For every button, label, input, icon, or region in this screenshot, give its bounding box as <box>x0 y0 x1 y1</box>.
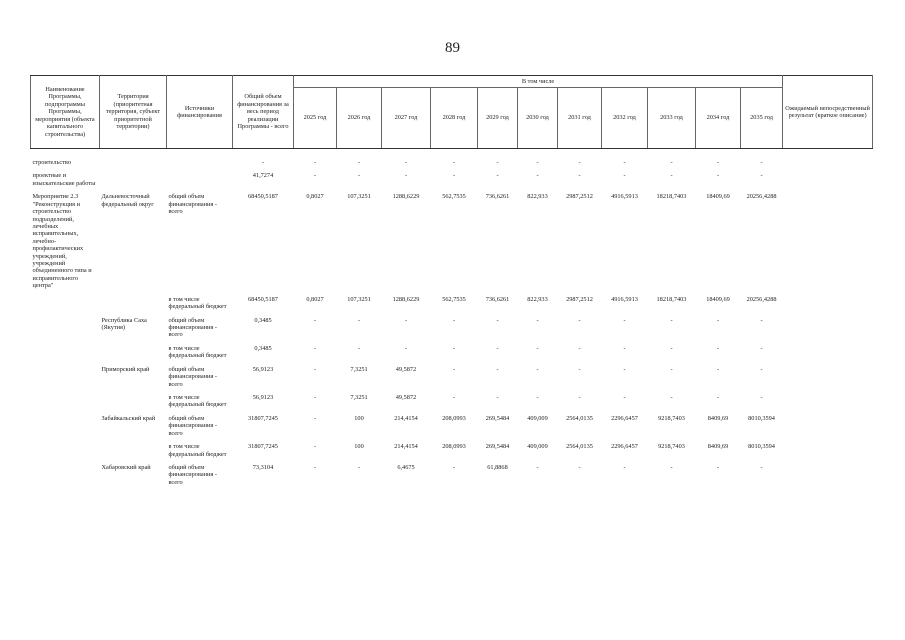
cell-year-value: - <box>623 316 626 324</box>
header-territory: Территория (приоритетная территория, субъект приоритетной территории) <box>100 76 167 149</box>
cell-year-value: 9218,7403 <box>658 443 685 451</box>
cell-year-value: 1288,6229 <box>392 295 420 303</box>
cell-year-value: - <box>623 365 626 373</box>
cell-year-value: - <box>760 316 763 324</box>
cell-result <box>783 296 873 317</box>
header-total: Общий объем финансирования за весь период реализации Программы - всего <box>233 76 294 149</box>
header-year: 2033 год <box>648 88 696 149</box>
cell-year-value: - <box>313 365 317 373</box>
cell-total: 31807,7245 <box>248 414 278 422</box>
cell-year-value: - <box>496 365 499 373</box>
cell-year-value: - <box>536 316 539 324</box>
cell-total: - <box>261 159 265 166</box>
cell-name <box>31 443 100 464</box>
cell-year-value: - <box>452 316 456 324</box>
cell-year-value: 20256,4288 <box>746 295 777 303</box>
cell-year-value: 100 <box>354 443 364 451</box>
cell-result <box>783 464 873 492</box>
cell-year-value: - <box>760 344 763 352</box>
cell-year-value: 562,7535 <box>442 193 466 201</box>
cell-total: 0,3485 <box>254 316 272 324</box>
cell-year-value: - <box>760 365 763 373</box>
header-year: 2029 год <box>478 88 518 149</box>
cell-year-value: - <box>578 344 581 352</box>
header-year: 2032 год <box>602 88 648 149</box>
cell-year-value: - <box>404 159 408 166</box>
cell-year-value: 2564,0135 <box>566 443 593 451</box>
cell-year-value: 49,5872 <box>395 393 417 401</box>
cell-year-value: - <box>716 159 720 166</box>
cell-year-value: - <box>496 344 499 352</box>
cell-year-value: 0,8027 <box>306 193 324 201</box>
cell-name <box>31 415 100 443</box>
cell-name <box>31 317 100 345</box>
cell-year-value: - <box>404 344 408 352</box>
cell-year-value: 8010,3594 <box>748 443 775 451</box>
cell-year-value: - <box>313 393 317 401</box>
cell-year-value: - <box>496 172 499 180</box>
cell-year-value: - <box>536 393 539 401</box>
table-row <box>31 415 873 443</box>
cell-territory: Республика Саха (Якутия) <box>101 316 147 332</box>
cell-result <box>783 172 873 193</box>
cell-year-value: - <box>670 365 673 373</box>
cell-source: общий объем финансирования - всего <box>168 193 217 216</box>
header-year: 2028 год <box>431 88 478 149</box>
header-year: 2030 год <box>518 88 558 149</box>
cell-result <box>783 317 873 345</box>
cell-name: Мероприятие 2.3 "Реконструкция и строительство подразделений, лечебных исправительных, лечебно-профилактических учреждений, учреждений объединенного типа и исправительного центра" <box>32 193 92 290</box>
cell-total: 68450,5187 <box>248 295 278 303</box>
cell-name <box>31 345 100 366</box>
cell-source: в том числе федеральный бюджет <box>168 443 227 458</box>
cell-year-value: - <box>716 172 720 180</box>
cell-year-value: 20256,4288 <box>746 193 777 201</box>
cell-source: в том числе федеральный бюджет <box>168 393 227 409</box>
cell-year-value: 736,6261 <box>485 193 510 201</box>
cell-year-value: - <box>670 316 673 324</box>
cell-year-value: - <box>496 393 499 401</box>
cell-result <box>783 193 873 295</box>
cell-year-value: 1288,6229 <box>392 193 420 201</box>
cell-total: 56,9123 <box>252 365 274 373</box>
cell-year-value: - <box>670 172 673 180</box>
cell-year-value: - <box>760 393 763 401</box>
cell-territory <box>100 345 167 366</box>
cell-year-value: - <box>452 463 456 471</box>
cell-year-value: 822,933 <box>527 193 548 201</box>
cell-year-value: - <box>357 159 361 166</box>
cell-name <box>31 296 100 317</box>
cell-year-value: - <box>716 393 720 401</box>
cell-year-value: - <box>578 172 581 180</box>
cell-result <box>783 443 873 464</box>
header-year: 2025 год <box>294 88 337 149</box>
table-row <box>31 193 873 295</box>
cell-year-value: - <box>623 463 626 471</box>
cell-year-value: 822,933 <box>527 295 548 303</box>
cell-year-value: 4916,5913 <box>611 295 638 303</box>
cell-total: 31807,7245 <box>248 443 278 451</box>
cell-year-value: 208,0993 <box>442 414 466 422</box>
cell-year-value: 736,6261 <box>485 295 510 303</box>
cell-territory: Приморский край <box>101 365 150 373</box>
header-year: 2027 год <box>382 88 431 149</box>
header-year: 2035 год <box>741 88 783 149</box>
cell-year-value: - <box>670 344 673 352</box>
cell-total: 56,9123 <box>252 393 274 401</box>
cell-year-value: - <box>452 365 456 373</box>
cell-name <box>31 366 100 394</box>
cell-year-value: - <box>536 463 539 471</box>
cell-year-value: 208,0993 <box>442 443 466 451</box>
cell-source: общий объем финансирования - всего <box>168 414 217 437</box>
table-row <box>31 172 873 193</box>
header-result: Ожидаемый непосредственный результат (краткое описание) <box>783 76 873 149</box>
cell-result <box>783 415 873 443</box>
cell-source: общий объем финансирования - всего <box>168 316 217 339</box>
cell-territory <box>100 394 167 415</box>
table-row <box>31 394 873 415</box>
cell-year-value: - <box>578 393 581 401</box>
cell-year-value: - <box>716 463 720 471</box>
cell-year-value: - <box>313 159 317 166</box>
header-source: Источники финансирования <box>167 76 233 149</box>
cell-territory <box>100 296 167 317</box>
cell-year-value: 269,5484 <box>485 443 510 451</box>
table-row <box>31 296 873 317</box>
cell-total: 73,3104 <box>252 463 274 471</box>
financing-table-container <box>30 75 872 492</box>
cell-year-value: 2296,6457 <box>611 414 638 422</box>
cell-year-value: - <box>452 159 456 166</box>
cell-year-value: - <box>760 159 763 166</box>
cell-year-value: - <box>578 316 581 324</box>
header-group: В том числе <box>294 76 783 88</box>
header-year: 2034 год <box>696 88 741 149</box>
cell-year-value: 8409,69 <box>707 414 729 422</box>
cell-year-value: 61,8868 <box>487 463 508 471</box>
cell-year-value: - <box>623 393 626 401</box>
cell-territory: Хабаровский край <box>101 463 151 471</box>
cell-year-value: 18218,7403 <box>656 295 687 303</box>
cell-year-value: - <box>404 172 408 180</box>
cell-year-value: - <box>716 365 720 373</box>
cell-year-value: 4916,5913 <box>611 193 638 201</box>
cell-year-value: - <box>357 316 361 324</box>
cell-year-value: - <box>313 172 317 180</box>
cell-year-value: - <box>670 463 673 471</box>
cell-year-value: - <box>313 443 317 451</box>
cell-name: строительство <box>32 159 71 166</box>
cell-territory <box>100 443 167 464</box>
cell-year-value: - <box>670 159 673 166</box>
cell-year-value: - <box>578 159 581 166</box>
table-row <box>31 149 873 173</box>
cell-name: проектные и изыскательские работы <box>32 172 96 187</box>
cell-year-value: 0,8027 <box>306 295 324 303</box>
cell-source <box>167 172 233 193</box>
cell-name <box>31 394 100 415</box>
cell-name <box>31 464 100 492</box>
cell-year-value: - <box>313 414 317 422</box>
cell-year-value: - <box>760 463 763 471</box>
cell-year-value: - <box>313 463 317 471</box>
cell-year-value: - <box>670 393 673 401</box>
cell-year-value: - <box>496 159 499 166</box>
cell-year-value: 18409,69 <box>706 193 730 201</box>
cell-result <box>783 345 873 366</box>
cell-year-value: - <box>716 316 720 324</box>
header-name: Наименование Программы, подпрограммы Программы, мероприятия (объекта капитального строительства) <box>31 76 100 149</box>
cell-year-value: - <box>452 172 456 180</box>
cell-territory: Дальневосточный федеральный округ <box>101 193 154 208</box>
cell-year-value: 2987,2512 <box>566 295 593 303</box>
cell-year-value: - <box>760 172 763 180</box>
cell-result <box>783 149 873 173</box>
cell-year-value: - <box>313 316 317 324</box>
cell-total: 68450,5187 <box>248 193 278 201</box>
financing-table <box>30 75 873 492</box>
table-row <box>31 464 873 492</box>
cell-year-value: - <box>357 463 361 471</box>
header-year: 2031 год <box>558 88 602 149</box>
cell-year-value: - <box>452 344 456 352</box>
cell-year-value: 18409,69 <box>706 295 730 303</box>
cell-year-value: - <box>623 344 626 352</box>
cell-year-value: 9218,7403 <box>658 414 685 422</box>
cell-year-value: 7,3251 <box>350 365 368 373</box>
cell-source: общий объем финансирования - всего <box>168 463 217 486</box>
cell-territory <box>100 149 167 173</box>
cell-year-value: 2987,2512 <box>566 193 593 201</box>
cell-year-value: - <box>357 172 361 180</box>
cell-year-value: - <box>536 365 539 373</box>
cell-year-value: - <box>536 344 539 352</box>
header-year: 2026 год <box>337 88 382 149</box>
table-row <box>31 345 873 366</box>
cell-year-value: - <box>578 365 581 373</box>
cell-year-value: 8409,69 <box>707 443 729 451</box>
cell-year-value: - <box>496 316 499 324</box>
cell-year-value: - <box>357 344 361 352</box>
cell-year-value: 8010,3594 <box>748 414 775 422</box>
cell-year-value: 2564,0135 <box>566 414 593 422</box>
cell-year-value: 2296,6457 <box>611 443 638 451</box>
cell-year-value: 107,3251 <box>347 193 371 201</box>
cell-total: 0,3485 <box>254 344 272 352</box>
cell-year-value: 7,3251 <box>350 393 368 401</box>
cell-year-value: - <box>623 172 626 180</box>
cell-result <box>783 394 873 415</box>
table-body <box>31 149 873 493</box>
cell-year-value: - <box>623 159 626 166</box>
cell-year-value: - <box>452 393 456 401</box>
cell-year-value: 409,009 <box>527 443 548 451</box>
cell-source: в том числе федеральный бюджет <box>168 344 227 360</box>
table-row <box>31 443 873 464</box>
cell-year-value: 49,5872 <box>395 365 417 373</box>
cell-source: общий объем финансирования - всего <box>168 365 217 388</box>
cell-year-value: - <box>404 316 408 324</box>
cell-source: в том числе федеральный бюджет <box>168 295 227 311</box>
cell-year-value: - <box>536 159 539 166</box>
cell-year-value: 107,3251 <box>347 295 371 303</box>
page-number: 89 <box>445 40 460 56</box>
cell-year-value: 214,4154 <box>394 414 418 422</box>
cell-year-value: - <box>578 463 581 471</box>
table-row <box>31 317 873 345</box>
cell-year-value: 6,4675 <box>397 463 415 471</box>
cell-result <box>783 366 873 394</box>
cell-year-value: - <box>313 344 317 352</box>
cell-total: 41,7274 <box>252 172 274 180</box>
cell-year-value: 18218,7403 <box>656 193 687 201</box>
cell-year-value: - <box>716 344 720 352</box>
cell-source <box>167 149 233 173</box>
cell-territory: Забайкальский край <box>101 414 156 422</box>
cell-year-value: 562,7535 <box>442 295 466 303</box>
cell-territory <box>100 172 167 193</box>
cell-year-value: 269,5484 <box>485 414 510 422</box>
cell-year-value: 409,009 <box>527 414 548 422</box>
cell-year-value: - <box>536 172 539 180</box>
cell-year-value: 100 <box>354 414 364 422</box>
cell-year-value: 214,4154 <box>394 443 418 451</box>
table-row <box>31 366 873 394</box>
